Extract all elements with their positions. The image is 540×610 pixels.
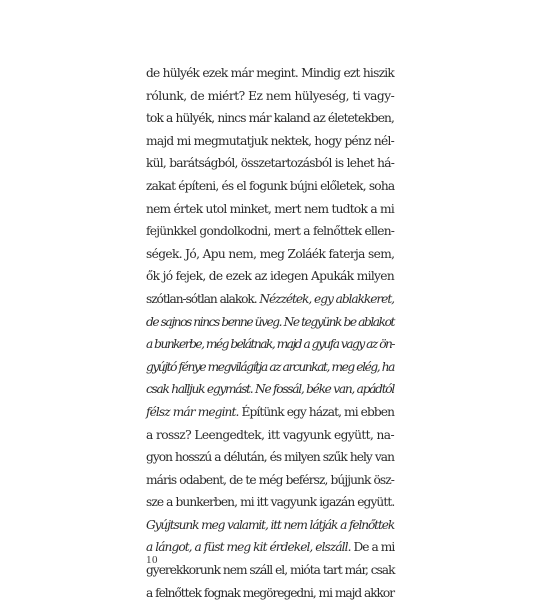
italic-text-segment: csak halljuk egymást. Ne fossál, béke van, apádtól xyxy=(146,382,394,397)
text-line xyxy=(146,220,394,243)
text-line xyxy=(146,311,394,334)
text-line xyxy=(146,333,394,356)
text-segment: gyerekkorunk nem száll el, mióta tart már, csak xyxy=(146,563,395,578)
text-line xyxy=(146,175,394,198)
text-segment: Építünk egy házat, mi ebben xyxy=(238,404,395,419)
text-line xyxy=(146,514,394,537)
text-line xyxy=(146,469,394,492)
italic-text-segment: félsz már megint. xyxy=(146,404,239,419)
text-line xyxy=(146,85,394,108)
text-line xyxy=(146,107,394,130)
italic-text-segment: Nézzétek, egy ablakkeret, xyxy=(259,291,394,306)
text-line xyxy=(146,424,394,447)
text-segment: a felnőttek fognak megöregedni, mi majd akkor xyxy=(146,585,394,600)
body-text xyxy=(146,62,394,604)
text-segment: ségek. Jó, Apu nem, meg Zoláék faterja sem, xyxy=(146,246,395,261)
text-segment: de hülyék ezek már megint. Mindig ezt hiszik xyxy=(146,66,394,80)
text-segment: majd mi megmutatjuk nektek, hogy pénz nél- xyxy=(146,133,395,148)
text-segment: szótlan-sótlan alakok. xyxy=(146,291,260,306)
text-segment: zakat építeni, és el fogunk bújni előletek, soha xyxy=(146,178,395,193)
text-line xyxy=(146,446,394,469)
text-segment: máris odabent, de te még beférsz, bújjunk ösz- xyxy=(146,472,394,487)
text-line xyxy=(146,62,394,85)
text-line xyxy=(146,243,394,266)
text-line xyxy=(146,378,394,401)
text-segment: tok a hülyék, nincs már kaland az életetekben, xyxy=(146,111,394,126)
text-segment: sze a bunkerben, mi itt vagyunk igazán együtt. xyxy=(146,495,395,510)
italic-text-segment: de sajnos nincs benne üveg. Ne tegyünk be ablakot xyxy=(146,314,394,329)
text-segment: kül, barátságból, összetartozásból is lehet há- xyxy=(146,156,395,171)
text-segment: rólunk, de miért? Ez nem hülyeség, ti vagy- xyxy=(146,88,395,103)
text-line xyxy=(146,559,394,582)
text-line xyxy=(146,288,394,311)
page-number: 10 xyxy=(146,554,158,566)
text-line xyxy=(146,582,394,605)
italic-text-segment: a bunkerbe, még belátnak, majd a gyufa vagy az ön- xyxy=(146,337,394,352)
text-segment: ők jó fejek, de ezek az idegen Apukák milyen xyxy=(146,269,394,284)
text-line xyxy=(146,152,394,175)
text-line xyxy=(146,401,394,424)
italic-text-segment: gyújtó fénye megvilágítja az arcunkat, meg elég, ha xyxy=(146,359,394,374)
text-line xyxy=(146,491,394,514)
text-line xyxy=(146,356,394,379)
text-line xyxy=(146,265,394,288)
text-segment: a rossz? Leengedtek, itt vagyunk együtt, na- xyxy=(146,427,394,442)
text-segment: gyon hosszú a délután, és milyen szűk hely van xyxy=(146,450,394,465)
text-line xyxy=(146,536,394,559)
text-line xyxy=(146,198,394,221)
text-segment: nem értek utol minket, mert nem tudtok a mi xyxy=(146,201,394,216)
text-segment: fejünkkel gondolkodni, mert a felnőttek ellen- xyxy=(146,224,395,239)
text-line xyxy=(146,130,394,153)
text-segment: De a mi xyxy=(350,540,395,555)
italic-text-segment: a lángot, a füst meg kit érdekel, elszáll. xyxy=(146,540,351,555)
italic-text-segment: Gyújtsunk meg valamit, itt nem látják a felnőttek xyxy=(146,517,395,532)
